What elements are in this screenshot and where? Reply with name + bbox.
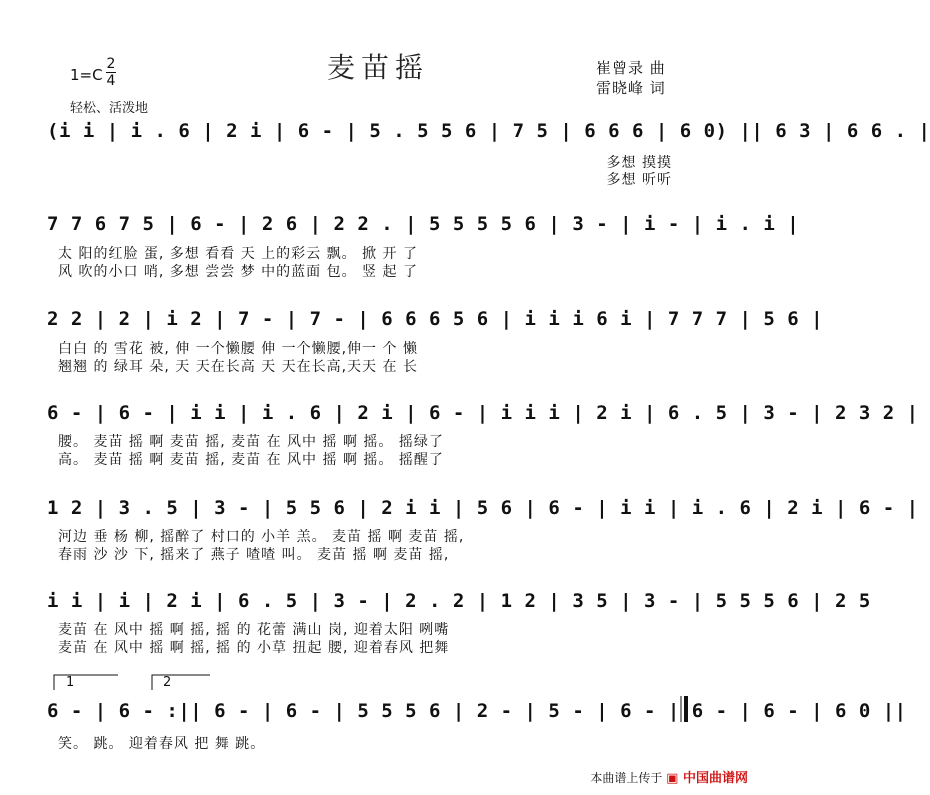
notation-line-3: 2 2 | 2 | i 2 | 7 - | 7 - | 6 6 6 5 6 | i i i 6 i | 7 7 7 | 5 6 | bbox=[47, 308, 824, 330]
lyric-line-3b: 翘翘 的 绿耳 朵, 天 天在长高 天 天在长高,天天 在 长 bbox=[58, 359, 418, 375]
lyric-line-5b: 春雨 沙 沙 下, 摇来了 燕子 喳喳 叫。 麦苗 摇 啊 麦苗 摇, bbox=[58, 547, 450, 563]
notation-line-7: 6 - | 6 - :|| 6 - | 6 - | 5 5 5 6 | 2 - | 5 - | 6 - | 6 - | 6 - | 6 0 || bbox=[47, 700, 907, 722]
site-logo: ▣ 中国曲谱网 bbox=[666, 771, 748, 786]
score-title: 麦苗摇 bbox=[326, 51, 429, 84]
composer-credit: 崔曾录 曲 bbox=[596, 59, 666, 77]
volta-1-label: 1 bbox=[66, 675, 75, 690]
volta-2-bracket bbox=[152, 675, 210, 690]
lyric-line-1b: 多想 听听 bbox=[606, 172, 672, 188]
time-bottom: 4 bbox=[106, 73, 116, 89]
tempo-marking: 轻松、活泼地 bbox=[70, 101, 149, 116]
lyric-line-6a: 麦苗 在 风中 摇 啊 摇, 摇 的 花蕾 满山 岗, 迎着太阳 咧嘴 bbox=[58, 622, 450, 638]
lyric-line-5a: 河边 垂 杨 柳, 摇醉了 村口的 小羊 羔。 麦苗 摇 啊 麦苗 摇, bbox=[58, 529, 465, 545]
notation-line-4: 6 - | 6 - | i i | i . 6 | 2 i | 6 - | i i i | 2 i | 6 . 5 | 3 - | 2 3 2 | bbox=[47, 402, 919, 424]
lyric-line-2b: 风 吹的小口 哨, 多想 尝尝 梦 中的蓝面 包。 竖 起 了 bbox=[58, 264, 418, 280]
notation-line-5: 1 2 | 3 . 5 | 3 - | 5 5 6 | 2 i i | 5 6 | 6 - | i i | i . 6 | 2 i | 6 - | bbox=[47, 497, 919, 519]
lyric-line-4a: 腰。 麦苗 摇 啊 麦苗 摇, 麦苗 在 风中 摇 啊 摇。 摇绿了 bbox=[58, 434, 444, 450]
notation-line-6: i i | i | 2 i | 6 . 5 | 3 - | 2 . 2 | 1 2 | 3 5 | 3 - | 5 5 5 6 | 2 5 bbox=[47, 590, 871, 612]
volta-2-label: 2 bbox=[163, 675, 172, 690]
time-top: 2 bbox=[106, 56, 116, 72]
volta-1-bracket bbox=[54, 675, 118, 690]
lyric-line-7: 笑。 跳。 迎着春风 把 舞 跳。 bbox=[58, 736, 266, 752]
notation-line-2: 7 7 6 7 5 | 6 - | 2 6 | 2 2 . | 5 5 5 5 6 | 3 - | i - | i . i | bbox=[47, 213, 800, 235]
lyric-line-1a: 多想 摸摸 bbox=[606, 155, 672, 171]
lyric-line-6b: 麦苗 在 风中 摇 啊 摇, 摇 的 小草 扭起 腰, 迎着春风 把舞 bbox=[58, 640, 450, 656]
lyricist-credit: 雷晓峰 词 bbox=[596, 79, 666, 97]
notation-line-1: (i i | i . 6 | 2 i | 6 - | 5 . 5 5 6 | 7 5 | 6 6 6 | 6 0) || 6 3 | 6 6 . | bbox=[47, 120, 930, 142]
lyric-line-4b: 高。 麦苗 摇 啊 麦苗 摇, 麦苗 在 风中 摇 啊 摇。 摇醒了 bbox=[58, 452, 444, 468]
upload-text: 本曲谱上传于 bbox=[590, 771, 663, 785]
lyric-line-3a: 白白 的 雪花 被, 伸 一个懒腰 伸 一个懒腰,伸一 个 懒 bbox=[58, 341, 418, 357]
lyric-line-2a: 太 阳的红脸 蛋, 多想 看看 天 上的彩云 飘。 掀 开 了 bbox=[58, 246, 418, 262]
site-name: 中国曲谱网 bbox=[682, 771, 748, 786]
key-signature: 1=C bbox=[70, 66, 103, 84]
